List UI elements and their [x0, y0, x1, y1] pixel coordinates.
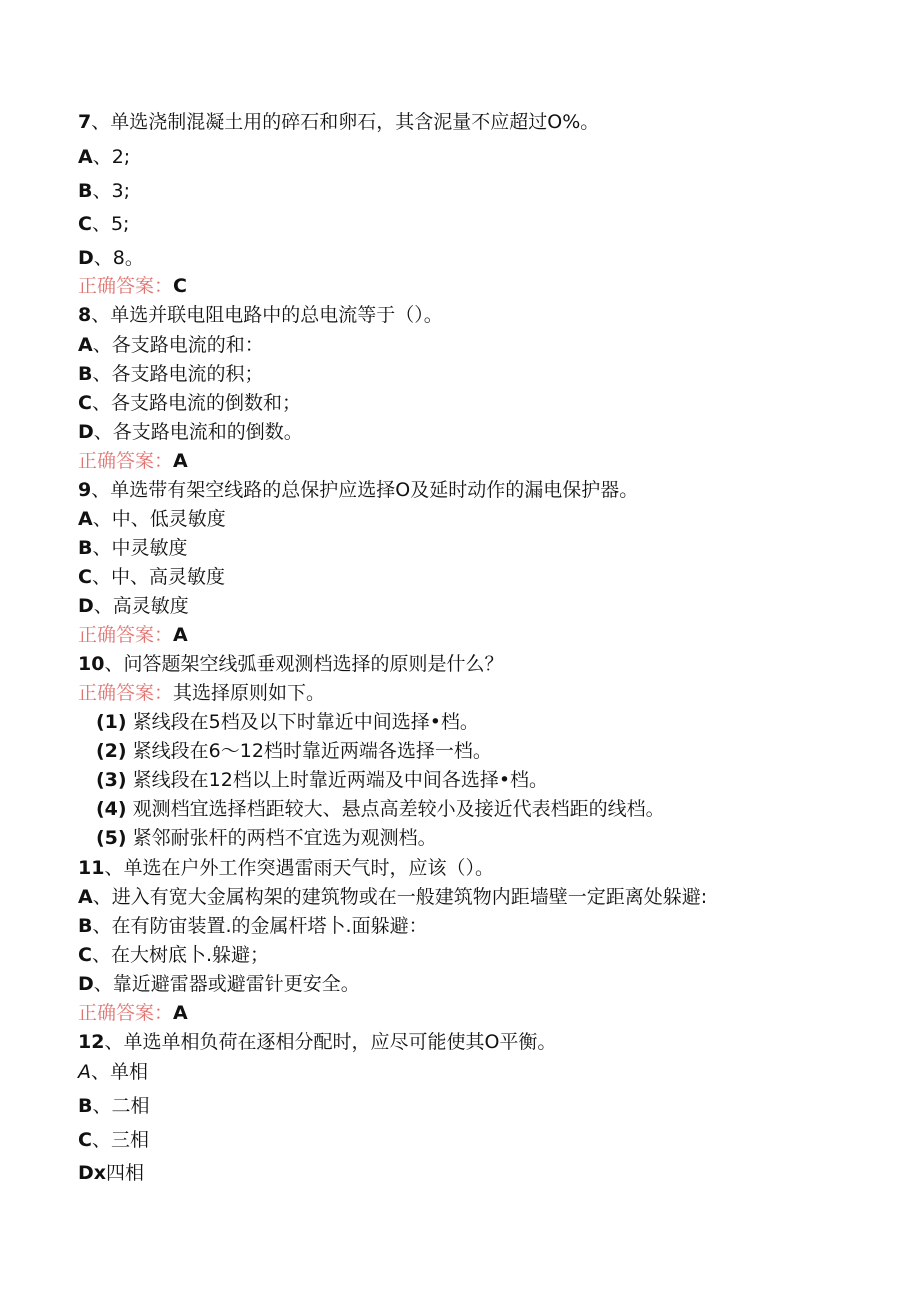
q11-option-c: C、在大树底卜.躲避；	[78, 944, 269, 966]
q8-number: 8	[78, 304, 92, 326]
q9-stem	[78, 477, 638, 503]
q8-option-b: B、各支路电流的积；	[78, 363, 264, 385]
q11-number: 11	[78, 857, 105, 879]
q10-point-5: (5) 紧邻耐张杆的两档不宜选为观测档。	[96, 827, 437, 849]
q9-text: 、单选带有架空线路的总保护应选择O及延时动作的漏电保护器。	[91, 479, 639, 501]
answer-label: 正确答案：	[78, 1002, 174, 1024]
answer-value: C	[173, 275, 187, 297]
q10-text: 、问答题架空线弧垂观测档选择的原则是什么？	[104, 653, 504, 675]
q10-answer	[78, 680, 325, 706]
q9-option-d: D、高灵敏度	[78, 595, 189, 617]
answer-label: 正确答案：	[78, 275, 174, 297]
q8-answer	[78, 448, 188, 474]
q8-option-d: D、各支路电流和的倒数。	[78, 421, 303, 443]
q11-text: 、单选在户外工作突遇雷雨天气时，应该（）。	[104, 857, 494, 879]
q12-stem	[78, 1029, 556, 1055]
q8-stem	[78, 302, 443, 328]
q7-option-a: A、2;	[78, 146, 131, 168]
q10-point-2: (2) 紧线段在6〜12档时靠近两端各选择一档。	[96, 740, 492, 762]
answer-label: 正确答案：	[78, 624, 174, 646]
q8-text: 、单选并联电阻电路中的总电流等于（）。	[91, 304, 443, 326]
q7-answer	[78, 273, 187, 299]
q11-answer	[78, 1000, 188, 1026]
q8-option-a: A、各支路电流的和：	[78, 334, 264, 356]
q12-option-a: A、单相	[78, 1061, 149, 1083]
q10-number: 10	[78, 653, 105, 675]
q11-option-a: A、进入有宽大金属构架的建筑物或在一般建筑物内距墙壁一定距离处躲避:	[78, 886, 708, 908]
answer-label: 正确答案：	[78, 450, 174, 472]
q12-option-d: Dx四相	[78, 1162, 145, 1184]
q10-stem	[78, 651, 503, 677]
q9-number: 9	[78, 479, 92, 501]
q11-stem	[78, 855, 494, 881]
q10-point-3: (3) 紧线段在12档以上时靠近两端及中间各选择•档。	[96, 769, 549, 791]
q12-number: 12	[78, 1031, 105, 1053]
answer-value: A	[173, 1002, 188, 1024]
q7-text: 、单选浇制混凝土用的碎石和卵石，其含泥量不应超过O%。	[91, 111, 600, 133]
q7-option-b: B、3;	[78, 180, 130, 202]
q11-option-d: D、靠近避雷器或避雷针更安全。	[78, 973, 360, 995]
q12-text: 、单选单相负荷在逐相分配时，应尽可能使其O平衡。	[104, 1031, 557, 1053]
q9-option-a: A、中、低灵敏度	[78, 508, 226, 530]
answer-value: A	[173, 450, 188, 472]
q7-stem	[78, 109, 599, 135]
q7-option-c: C、5;	[78, 213, 130, 235]
q7-option-d: D、8。	[78, 247, 144, 269]
answer-text: 其选择原则如下。	[173, 682, 326, 704]
q9-answer	[78, 622, 188, 648]
q7-number: 7	[78, 111, 92, 133]
q9-option-b: B、中灵敏度	[78, 537, 188, 559]
q12-option-b: B、二相	[78, 1095, 150, 1117]
q11-option-b: B、在有防宙装置.的金属杆塔卜.面躲避：	[78, 915, 428, 937]
answer-value: A	[173, 624, 188, 646]
q12-option-c: C、三相	[78, 1129, 149, 1151]
q10-point-4: (4) 观测档宜选择档距较大、悬点高差较小及接近代表档距的线档。	[96, 798, 665, 820]
answer-label: 正确答案：	[78, 682, 174, 704]
q8-option-c: C、各支路电流的倒数和；	[78, 392, 301, 414]
q9-option-c: C、中、高灵敏度	[78, 566, 225, 588]
q10-point-1: (1) 紧线段在5档及以下时靠近中间选择•档。	[96, 711, 479, 733]
